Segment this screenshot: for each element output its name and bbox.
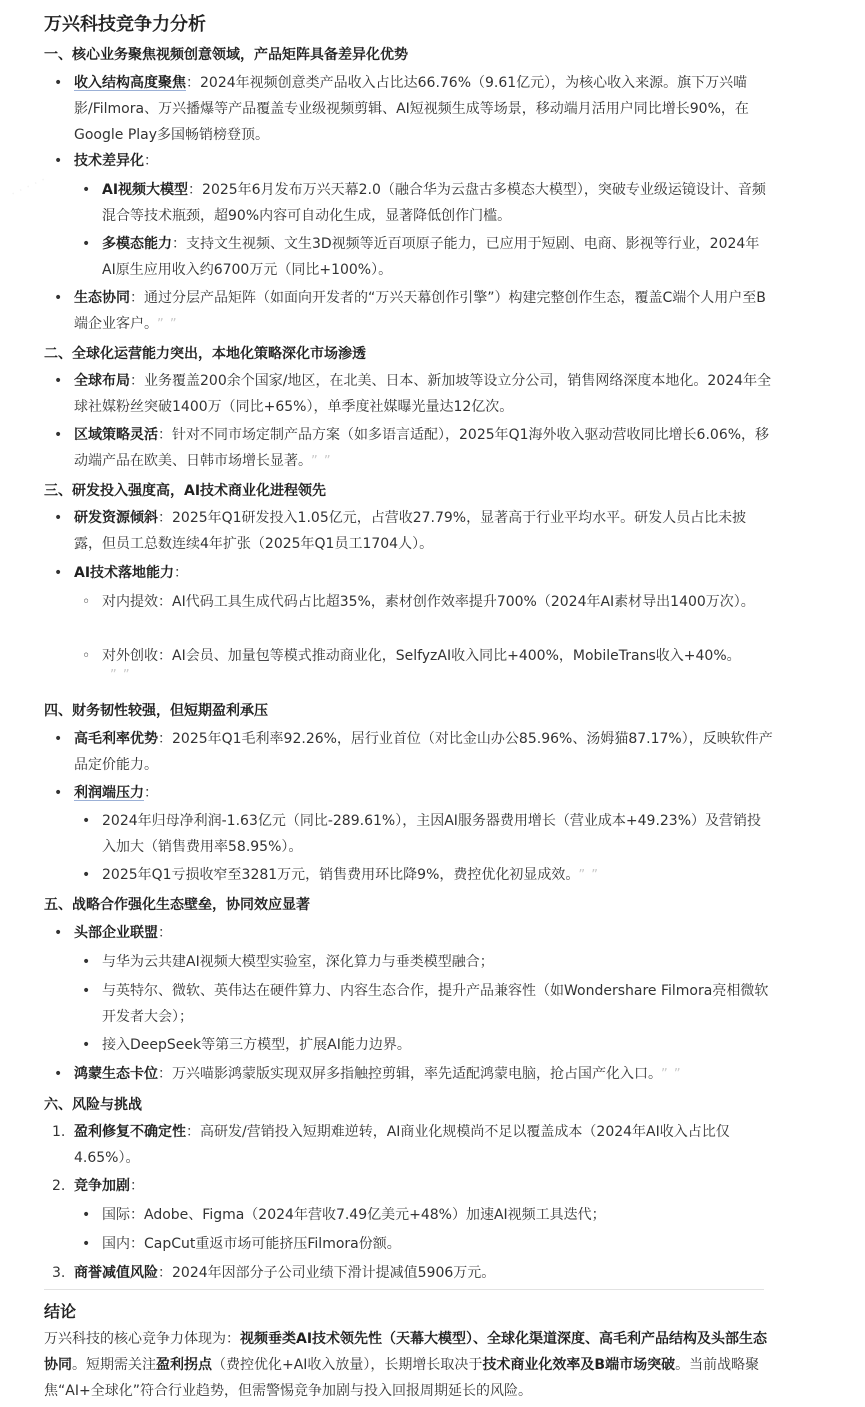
watermark: · · · · · bbox=[8, 172, 49, 203]
bullet-icon: • bbox=[54, 75, 63, 91]
bullet-icon: • bbox=[82, 1207, 91, 1223]
section-heading-3: 三、研发投入强度高，AI技术商业化进程领先 bbox=[44, 483, 327, 499]
list-item: 国内：CapCut重返市场可能挤压Filmora份额。 bbox=[102, 1236, 401, 1252]
quote-marks: ” ” bbox=[110, 668, 131, 683]
bullet-icon: ◦ bbox=[82, 648, 91, 664]
item-text: ：针对不同市场定制产品方案（如多语言适配），2025年Q1海外收入驱动营收同比增长6.06%，移动端产品在欧美、日韩市场增长显著。 bbox=[74, 427, 770, 469]
bullet-icon: • bbox=[54, 731, 63, 747]
item-label: 技术差异化 bbox=[74, 153, 144, 169]
conclusion-bold: 视频垂类AI技术领先性（天幕大模型）、全球化渠道深度、高毛利产品结构及头部生态协同 bbox=[44, 1331, 768, 1373]
section-heading-6: 六、风险与挑战 bbox=[44, 1097, 142, 1113]
item-label: 利润端压力 bbox=[74, 785, 144, 801]
quote-marks: ” ” bbox=[661, 1067, 682, 1082]
item-label: 多模态能力 bbox=[102, 236, 172, 252]
list-item bbox=[74, 1173, 774, 1199]
item-label: AI技术落地能力 bbox=[74, 565, 175, 581]
list-item: 与华为云共建AI视频大模型实验室，深化算力与垂类模型融合； bbox=[102, 954, 494, 970]
bullet-icon: • bbox=[54, 1066, 63, 1082]
list-item bbox=[74, 70, 774, 148]
list-item bbox=[74, 148, 774, 174]
list-item bbox=[74, 285, 774, 338]
conclusion-paragraph bbox=[44, 1326, 768, 1404]
bullet-icon: ◦ bbox=[82, 594, 91, 610]
item-label: 高毛利率优势 bbox=[74, 731, 158, 747]
section-heading-2: 二、全球化运营能力突出，本地化策略深化市场渗透 bbox=[44, 346, 366, 362]
list-item bbox=[102, 862, 772, 889]
bullet-icon: • bbox=[54, 785, 63, 801]
conclusion-bold: 盈利拐点 bbox=[156, 1357, 212, 1373]
item-text: ： bbox=[144, 153, 158, 169]
bullet-icon: • bbox=[82, 1037, 91, 1053]
quote-marks: ” ” bbox=[157, 317, 178, 332]
item-text: 对外创收：AI会员、加量包等模式推动商业化，SelfyzAI收入同比+400%，MobileTrans收入+40%。 bbox=[102, 648, 741, 664]
item-label: 商誉减值风险 bbox=[74, 1265, 158, 1281]
list-item: 国际：Adobe、Figma（2024年营收7.49亿美元+48%）加速AI视频工具迭代； bbox=[102, 1207, 606, 1223]
item-label: 研发资源倾斜 bbox=[74, 510, 158, 526]
list-item bbox=[74, 1260, 774, 1286]
item-text: ：2025年Q1研发投入1.05亿元，占营收27.79%，显著高于行业平均水平。研发人员占比未披露，但员工总数连续4年扩张（2025年Q1员工1704人）。 bbox=[74, 510, 747, 552]
item-label: 竞争加剧 bbox=[74, 1178, 130, 1194]
item-text: ：2024年视频创意类产品收入占比达66.76%（9.61亿元），为核心收入来源。旗下万兴喵影/Filmora、万兴播爆等产品覆盖专业级视频剪辑、AI短视频生成等场景，移动端月活用户同比增长90%，在Google Play多国畅销榜登顶。 bbox=[74, 75, 749, 143]
item-text: ： bbox=[158, 925, 172, 941]
item-label: 生态协同 bbox=[74, 290, 130, 306]
bullet-icon: • bbox=[82, 236, 91, 252]
bullet-icon: • bbox=[82, 182, 91, 198]
list-item bbox=[74, 780, 774, 806]
bullet-icon: • bbox=[54, 427, 63, 443]
item-label: 收入结构高度聚焦 bbox=[74, 75, 186, 91]
list-item: 对内提效：AI代码工具生成代码占比超35%，素材创作效率提升700%（2024年AI素材导出1400万次）。 bbox=[102, 594, 755, 610]
item-label: 区域策略灵活 bbox=[74, 427, 158, 443]
item-label: AI视频大模型 bbox=[102, 182, 189, 198]
list-item bbox=[74, 1061, 774, 1088]
section-heading-1: 一、核心业务聚焦视频创意领域，产品矩阵具备差异化优势 bbox=[44, 47, 408, 63]
bullet-icon: • bbox=[82, 867, 91, 883]
list-number: 3. bbox=[52, 1265, 66, 1281]
list-item bbox=[74, 1119, 774, 1171]
list-item: 2024年归母净利润-1.63亿元（同比-289.61%），主因AI服务器费用增长（营业成本+49.23%）及营销投入加大（销售费用率58.95%）。 bbox=[102, 813, 762, 855]
list-item bbox=[102, 643, 772, 669]
bullet-icon: • bbox=[54, 925, 63, 941]
section-heading-5: 五、战略合作强化生态壁垒，协同效应显著 bbox=[44, 897, 310, 913]
item-text: ：支持文生视频、文生3D视频等近百项原子能力，已应用于短剧、电商、影视等行业，2024年AI原生应用收入约6700万元（同比+100%）。 bbox=[102, 236, 760, 278]
item-label: 盈利修复不确定性 bbox=[74, 1124, 186, 1140]
item-label: 鸿蒙生态卡位 bbox=[74, 1066, 158, 1082]
list-item bbox=[102, 231, 772, 283]
item-text: ： bbox=[174, 565, 189, 581]
item-text: ：2024年因部分子公司业绩下滑计提减值5906万元。 bbox=[158, 1265, 496, 1281]
bullet-icon: • bbox=[82, 813, 91, 829]
item-text: ：2025年Q1毛利率92.26%，居行业首位（对比金山办公85.96%、汤姆猫87.17%），反映软件产品定价能力。 bbox=[74, 731, 773, 773]
page-title: 万兴科技竞争力分析 bbox=[44, 14, 206, 35]
bullet-icon: • bbox=[54, 153, 63, 169]
conclusion-text: 。当前战略聚焦“AI+全球化”符合行业趋势，但需警惕竞争加剧与投入回报周期延长的风险。 bbox=[44, 1357, 760, 1399]
bullet-icon: • bbox=[54, 290, 63, 306]
section-heading-4: 四、财务韧性较强，但短期盈利承压 bbox=[44, 703, 268, 719]
conclusion-title: 结论 bbox=[44, 1302, 77, 1321]
bullet-icon: • bbox=[54, 373, 63, 389]
list-item bbox=[74, 920, 774, 946]
quote-marks: ” ” bbox=[311, 454, 332, 469]
item-text: ：业务覆盖200余个国家/地区，在北美、日本、新加坡等设立分公司，销售网络深度本地化。2024年全球社媒粉丝突破1400万（同比+65%），单季度社媒曝光量达12亿次。 bbox=[74, 373, 772, 415]
item-text: ：通过分层产品矩阵（如面向开发者的“万兴天幕创作引擎”）构建完整创作生态，覆盖C端个人用户至B端企业客户。 bbox=[74, 290, 766, 332]
conclusion-text: 万兴科技的核心竞争力体现为： bbox=[44, 1331, 240, 1347]
item-text: ：高研发/营销投入短期难逆转，AI商业化规模尚不足以覆盖成本（2024年AI收入占比仅4.65%）。 bbox=[74, 1124, 730, 1166]
list-item bbox=[74, 505, 774, 557]
bullet-icon: • bbox=[54, 565, 63, 581]
item-text: ： bbox=[144, 785, 158, 801]
list-item bbox=[102, 177, 772, 229]
list-item: 与英特尔、微软、英伟达在硬件算力、内容生态合作，提升产品兼容性（如Wondershare Filmora亮相微软开发者大会）； bbox=[102, 983, 769, 1025]
bullet-icon: • bbox=[82, 954, 91, 970]
list-item bbox=[74, 422, 774, 475]
item-text: ： bbox=[130, 1178, 144, 1194]
item-text: ：万兴喵影鸿蒙版实现双屏多指触控剪辑，率先适配鸿蒙电脑，抢占国产化入口。 bbox=[158, 1066, 655, 1082]
list-item bbox=[74, 726, 774, 778]
item-text: 2025年Q1亏损收窄至3281万元，销售费用环比降9%，费控优化初显成效。 bbox=[102, 867, 573, 883]
list-item bbox=[74, 368, 774, 420]
quote-marks: ” ” bbox=[578, 868, 600, 883]
bullet-icon: • bbox=[54, 510, 63, 526]
item-text: ：2025年6月发布万兴天幕2.0（融合华为云盘古多模态大模型），突破专业级运镜设计、音频混合等技术瓶颈，超90%内容可自动化生成，显著降低创作门槛。 bbox=[102, 182, 766, 224]
list-item bbox=[74, 560, 774, 586]
divider bbox=[44, 1289, 764, 1290]
bullet-icon: • bbox=[82, 983, 91, 999]
conclusion-text: 。短期需关注 bbox=[72, 1357, 156, 1373]
conclusion-text: （费控优化+AI收入放量），长期增长取决于 bbox=[212, 1357, 483, 1373]
list-item: 接入DeepSeek等第三方模型，扩展AI能力边界。 bbox=[102, 1037, 411, 1053]
item-label: 全球布局 bbox=[74, 373, 130, 389]
list-number: 2. bbox=[52, 1178, 66, 1194]
item-label: 头部企业联盟 bbox=[74, 925, 158, 941]
list-number: 1. bbox=[52, 1124, 66, 1140]
bullet-icon: • bbox=[82, 1236, 91, 1252]
conclusion-bold: 技术商业化效率及B端市场突破 bbox=[482, 1357, 676, 1373]
